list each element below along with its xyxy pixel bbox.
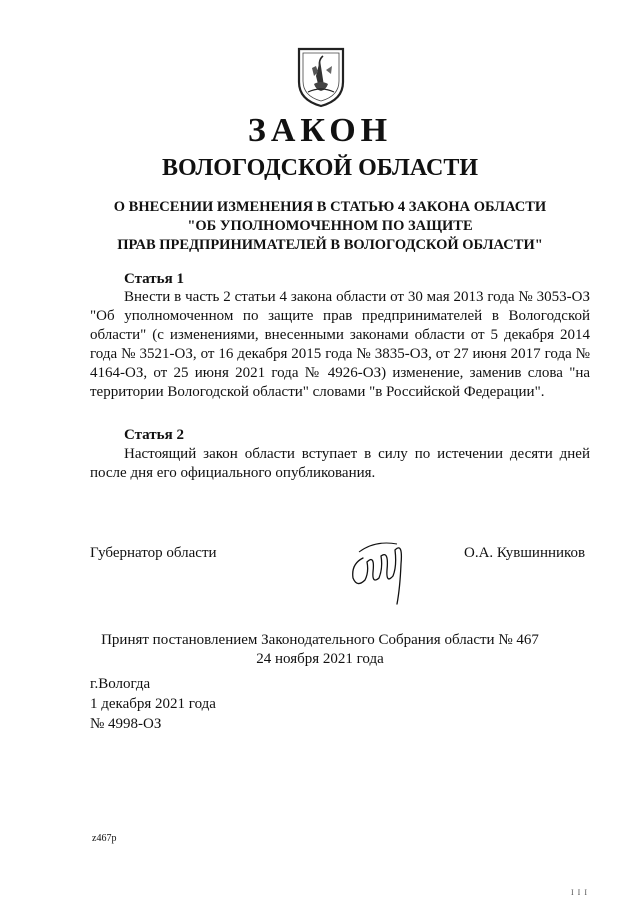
document-subtitle: ВОЛОГОДСКОЙ ОБЛАСТИ bbox=[161, 155, 479, 181]
subject-line: О ВНЕСЕНИИ ИЗМЕНЕНИЯ В СТАТЬЮ 4 ЗАКОНА ОБЛАСТИ bbox=[113, 199, 547, 215]
adoption-date: 24 ноября 2021 года bbox=[256, 651, 384, 667]
article-1-text: Внести в часть 2 статьи 4 закона области от 30 мая 2013 года № 3053-ОЗ "Об уполномоченном по защите прав предпринимателей в Вологодской области" (с изменениями, внесенными законами области от 5 декабря 2014 года № 3521-ОЗ, от 16 декабря 2015 года № 3835-ОЗ, от 27 июня 2017 года № 4164-ОЗ, от 25 июня 2021 года № 4926-ОЗ) изменение, заменив слова "на территории Вологодской области" словами "в Российской Федерации". bbox=[90, 289, 590, 400]
signing-date: 1 декабря 2021 года bbox=[90, 696, 216, 712]
subject-line: "ОБ УПОЛНОМОЧЕННОМ ПО ЗАЩИТЕ bbox=[187, 218, 473, 234]
city: г.Вологда bbox=[90, 676, 151, 692]
article-2-text: Настоящий закон области вступает в силу по истечении десяти дней после дня его официального опубликования. bbox=[90, 446, 590, 481]
signatory-name: О.А. Кувшинников bbox=[464, 545, 586, 561]
law-subject bbox=[90, 198, 570, 255]
document-code: z467р bbox=[92, 833, 117, 844]
article-1-heading: Статья 1 bbox=[124, 271, 184, 287]
footer-marks: I I I bbox=[571, 888, 588, 897]
law-number: № 4998-ОЗ bbox=[90, 716, 162, 732]
signatory-position: Губернатор области bbox=[90, 545, 217, 561]
handwritten-signature bbox=[345, 528, 415, 606]
article-2-heading: Статья 2 bbox=[124, 427, 184, 443]
subject-line: ПРАВ ПРЕДПРИНИМАТЕЛЕЙ В ВОЛОГОДСКОЙ ОБЛАСТИ" bbox=[117, 237, 543, 253]
coat-of-arms-icon bbox=[296, 46, 346, 108]
adoption-statement: Принят постановлением Законодательного Собрания области № 467 bbox=[101, 632, 539, 648]
document-title: ЗАКОН bbox=[247, 112, 393, 149]
